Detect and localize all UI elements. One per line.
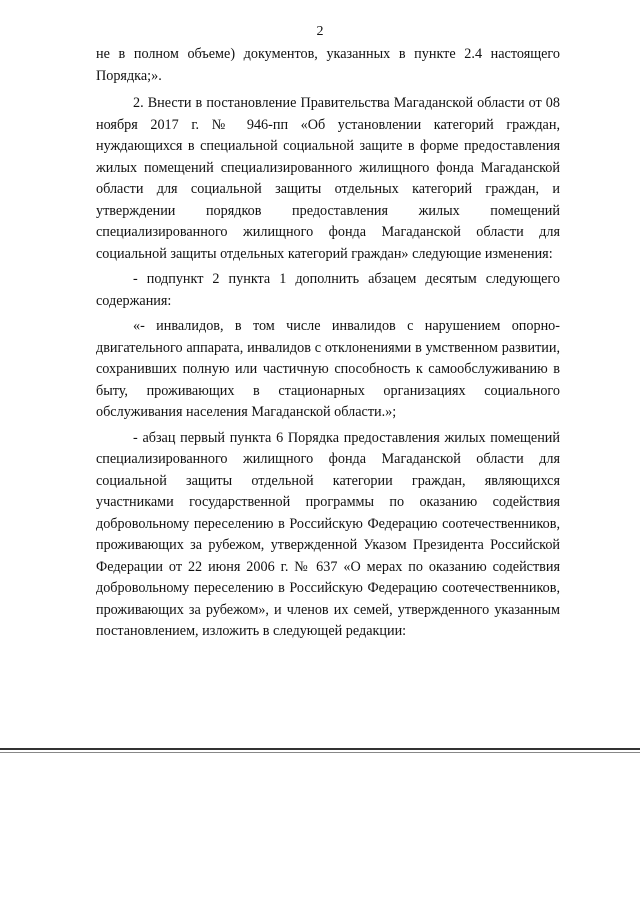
page-number: 2 [316,24,324,39]
paragraph-quoted-insert: «- инвалидов, в том числе инвалидов с нарушением опорно-двигательного аппарата, инвалидов с отклонениями в умственном развитии, сохранивших полную или частичную способность к самообслуживанию в быту, проживающих в стационарных организациях социального обслуживания населения Магаданской области.»; [96,318,560,420]
paragraph-item-2: 2. Внести в постановление Правительства Магаданской области от 08 ноября 2017 г. № 946-пп «Об установлении категорий граждан, нуждающихся в специальной социальной защите в форме предоставления жилых помещений специализированного жилищного фонда Магаданской области для социальной защиты отдельных категорий граждан, и утверждении порядков предоставления жилых помещений специализированного жилищного фонда Магаданской области для социальной защиты отдельных категорий граждан» следующие изменения: [96,95,560,262]
paragraph-subitem-1: - подпункт 2 пункта 1 дополнить абзацем десятым следующего содержания: [96,271,560,309]
paragraph-continuation: не в полном объеме) документов, указанных в пункте 2.4 настоящего Порядка;». [96,46,560,84]
paragraph-subitem-2: - абзац первый пункта 6 Порядка предоставления жилых помещений специализированного жилищного фонда Магаданской области для социальной защиты отдельной категории граждан, являющихся участниками государственной программы по оказанию содействия добровольному переселению в Российскую Федерацию соотечественников, проживающих за рубежом, утвержденной Указом Президента Российской Федерации от 22 июня 2006 г. № 637 «О мерах по оказанию содействия добровольному переселению в Российскую Федерацию соотечественников, проживающих за рубежом», и членов их семей, утвержденного указанным постановлением, изложить в следующей редакции: [96,429,560,639]
document-body [96,44,560,643]
page-bottom-rule [0,748,640,750]
